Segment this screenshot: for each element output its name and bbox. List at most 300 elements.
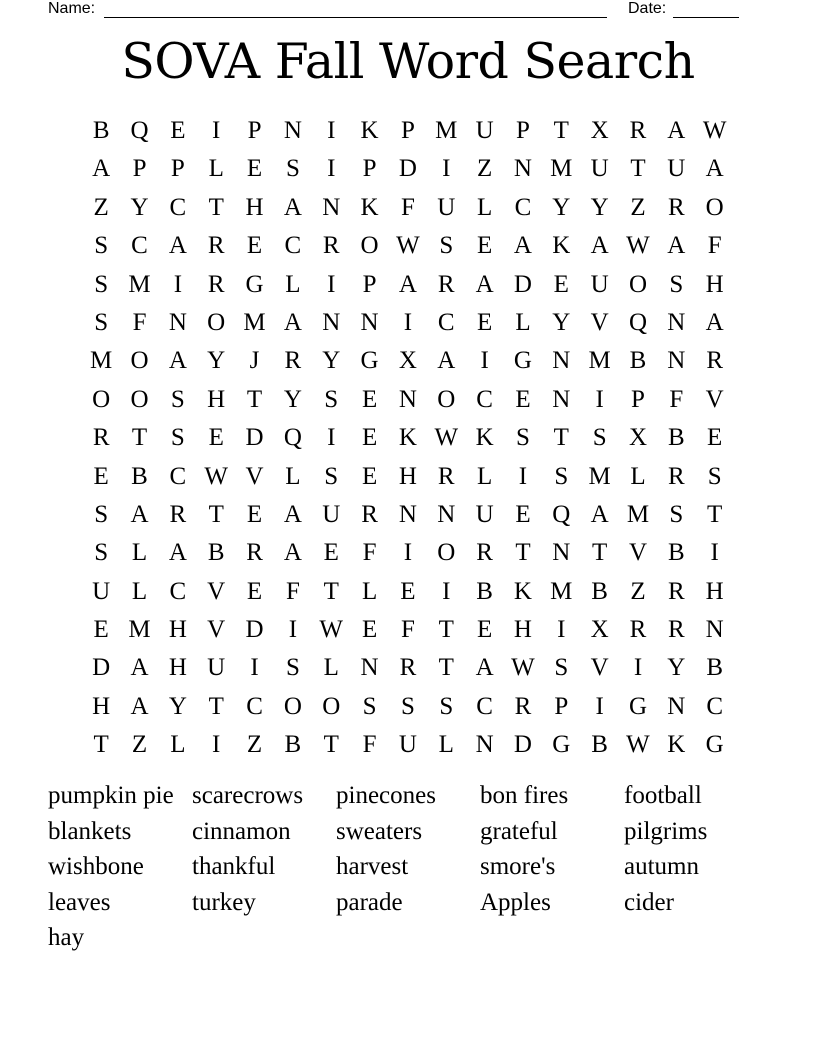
grid-letter[interactable]: R [706,347,724,375]
grid-letter[interactable]: Z [93,193,109,221]
grid-letter[interactable]: A [283,500,302,528]
grid-letter[interactable]: M [588,347,611,375]
grid-letter[interactable]: S [285,654,300,682]
grid-letter[interactable]: N [168,308,187,336]
grid-letter[interactable]: I [518,462,528,490]
grid-letter[interactable]: F [362,731,377,759]
grid-letter[interactable]: C [437,308,455,336]
grid-letter[interactable]: B [591,731,608,759]
grid-letter[interactable]: R [514,692,532,720]
grid-letter[interactable]: C [131,232,148,260]
grid-letter[interactable]: A [475,270,494,298]
grid-letter[interactable]: N [667,347,686,375]
grid-letter[interactable]: K [552,232,571,260]
grid-letter[interactable]: I [327,424,336,452]
grid-letter[interactable]: H [705,577,724,605]
word-list-item: pinecones [336,782,436,809]
grid-letter[interactable]: V [207,577,226,605]
grid-letter[interactable]: R [92,424,110,452]
grid-letter[interactable]: L [361,577,378,605]
grid-letter[interactable]: R [207,270,225,298]
grid-letter[interactable]: X [628,424,648,452]
grid-letter[interactable]: S [439,232,454,260]
grid-letter[interactable]: P [554,692,569,720]
grid-letter[interactable]: K [475,424,494,452]
grid-letter[interactable]: S [669,270,684,298]
name-label: Name: [48,0,96,17]
grid-letter[interactable]: S [554,654,569,682]
grid-letter[interactable]: O [92,385,111,413]
grid-letter[interactable]: E [93,616,109,644]
grid-letter[interactable]: C [169,462,187,490]
grid-letter[interactable]: T [323,577,339,605]
grid-letter[interactable]: C [706,692,724,720]
grid-letter[interactable]: A [130,692,149,720]
grid-letter[interactable]: K [398,424,417,452]
grid-letter[interactable]: B [629,347,647,375]
grid-letter[interactable]: O [628,270,648,298]
grid-letter[interactable]: W [626,731,650,759]
grid-letter[interactable]: R [399,654,417,682]
grid-letter[interactable]: B [667,539,685,567]
grid-letter[interactable]: J [249,347,260,375]
grid-row [82,688,734,726]
grid-letter[interactable]: Z [630,577,646,605]
grid-letter[interactable]: L [131,539,148,567]
grid-letter[interactable]: Q [552,500,571,528]
grid-letter[interactable]: R [437,462,455,490]
grid-letter[interactable]: V [590,308,609,336]
grid-letter[interactable]: N [552,539,571,567]
date-blank-line[interactable] [673,17,739,18]
grid-letter[interactable]: L [285,462,301,490]
grid-letter[interactable]: R [246,539,263,567]
grid-letter[interactable]: D [513,270,532,298]
grid-letter[interactable]: T [553,424,569,452]
grid-letter[interactable]: L [170,731,186,759]
grid-letter[interactable]: I [327,270,336,298]
grid-letter[interactable]: S [707,462,722,490]
grid-letter[interactable]: X [590,616,609,644]
grid-letter[interactable]: I [557,616,566,644]
grid-letter[interactable]: B [667,424,685,452]
grid-letter[interactable]: M [588,462,611,490]
grid-letter[interactable]: H [207,385,226,413]
grid-letter[interactable]: Z [131,731,148,759]
grid-letter[interactable]: M [90,347,113,375]
grid-letter[interactable]: A [283,308,302,336]
grid-letter[interactable]: I [212,731,221,759]
grid-letter[interactable]: R [207,232,225,260]
grid-letter[interactable]: E [246,155,263,183]
grid-letter[interactable]: N [360,654,379,682]
grid-letter[interactable]: W [702,117,727,144]
grid-letter[interactable]: L [476,193,493,221]
grid-letter[interactable]: O [130,385,149,413]
grid-letter[interactable]: R [667,577,685,605]
grid-letter[interactable]: U [207,654,226,682]
grid-letter[interactable]: U [437,193,456,221]
grid-letter[interactable]: K [667,731,686,759]
grid-letter[interactable]: T [246,385,263,413]
grid-letter[interactable]: P [362,270,377,298]
grid-letter[interactable]: C [284,232,302,260]
grid-letter[interactable]: E [323,539,339,567]
grid-letter[interactable]: V [245,462,264,490]
grid-letter[interactable]: H [92,692,111,720]
grid-letter[interactable]: Q [283,424,302,452]
grid-letter[interactable]: O [130,347,149,375]
grid-letter[interactable]: P [362,155,377,183]
grid-letter[interactable]: S [439,692,454,720]
grid-letter[interactable]: Q [130,117,149,144]
grid-letter[interactable]: S [669,500,684,528]
grid-letter[interactable]: U [475,500,494,528]
grid-letter[interactable]: E [361,424,378,452]
grid-letter[interactable]: M [435,117,458,144]
grid-letter[interactable]: A [590,232,609,260]
grid-letter[interactable]: A [398,270,417,298]
grid-letter[interactable]: E [208,424,224,452]
grid-letter[interactable]: P [132,155,147,183]
grid-letter[interactable]: E [361,462,378,490]
grid-letter[interactable]: T [438,616,454,644]
grid-letter[interactable]: R [629,616,647,644]
grid-letter[interactable]: L [131,577,148,605]
grid-letter[interactable]: I [595,692,604,720]
grid-letter[interactable]: T [553,117,569,144]
grid-letter[interactable]: S [592,424,607,452]
grid-letter[interactable]: R [667,462,685,490]
grid-letter[interactable]: F [132,308,147,336]
grid-letter[interactable]: U [590,155,609,183]
grid-row [82,573,734,611]
grid-letter[interactable]: A [513,232,532,260]
grid-letter[interactable]: T [438,654,454,682]
grid-row [82,112,734,150]
grid-letter[interactable]: W [626,232,650,260]
grid-letter[interactable]: A [92,155,111,183]
grid-letter[interactable]: O [360,232,379,260]
grid-letter[interactable]: A [130,654,149,682]
grid-letter[interactable]: I [250,654,259,682]
grid-letter[interactable]: S [170,385,185,413]
grid-letter[interactable]: E [246,232,263,260]
grid-letter[interactable]: N [322,308,341,336]
grid-letter[interactable]: F [669,385,684,413]
grid-letter[interactable]: T [630,155,646,183]
grid-letter[interactable]: B [284,731,302,759]
grid-letter[interactable]: R [169,500,187,528]
grid-letter[interactable]: I [288,616,298,644]
grid-letter[interactable]: U [475,117,494,144]
grid-row [82,726,734,764]
grid-letter[interactable]: I [403,539,413,567]
grid-letter[interactable]: S [400,692,415,720]
grid-letter[interactable]: U [667,155,686,183]
grid-letter[interactable]: C [476,385,493,413]
grid-letter[interactable]: L [323,654,339,682]
grid-letter[interactable]: N [667,692,686,720]
grid-letter[interactable]: X [590,117,609,144]
name-blank-line[interactable] [104,17,607,18]
grid-letter[interactable]: A [475,654,494,682]
grid-letter[interactable]: B [706,654,724,682]
grid-row [82,342,734,380]
grid-letter[interactable]: I [480,347,489,375]
grid-letter[interactable]: E [246,577,263,605]
grid-letter[interactable]: B [476,577,493,605]
grid-letter[interactable]: U [92,577,111,605]
grid-letter[interactable]: N [475,731,494,759]
grid-letter[interactable]: Y [552,193,571,221]
grid-letter[interactable]: N [552,347,571,375]
grid-letter[interactable]: E [170,117,186,144]
grid-letter[interactable]: S [94,539,109,567]
grid-letter[interactable]: L [630,462,646,490]
grid-letter[interactable]: D [92,654,111,682]
grid-letter[interactable]: Y [168,692,187,720]
grid-letter[interactable]: L [208,155,224,183]
grid-letter[interactable]: N [322,193,341,221]
grid-letter[interactable]: T [592,539,608,567]
grid-letter[interactable]: E [476,616,493,644]
grid-letter[interactable]: S [94,308,109,336]
grid-letter[interactable]: A [130,500,149,528]
grid-letter[interactable]: I [173,270,183,298]
grid-letter[interactable]: S [170,424,185,452]
grid-letter[interactable]: B [207,539,225,567]
grid-letter[interactable]: R [667,616,685,644]
grid-letter[interactable]: C [246,692,263,720]
grid-letter[interactable]: S [362,692,377,720]
grid-letter[interactable]: Z [630,193,646,221]
grid-letter[interactable]: C [169,193,187,221]
grid-letter[interactable]: N [437,500,456,528]
grid-letter[interactable]: R [476,539,493,567]
grid-letter[interactable]: S [516,424,530,452]
grid-letter[interactable]: N [398,500,417,528]
grid-letter[interactable]: P [516,117,530,144]
grid-letter[interactable]: Y [207,347,226,375]
grid-letter[interactable]: G [513,347,532,375]
grid-letter[interactable]: S [94,500,109,528]
grid-letter[interactable]: T [208,500,224,528]
grid-letter[interactable]: U [398,731,417,759]
grid-letter[interactable]: X [398,347,417,375]
grid-letter[interactable]: E [515,385,531,413]
grid-letter[interactable]: I [633,654,643,682]
grid-letter[interactable]: S [324,462,339,490]
grid-letter[interactable]: A [705,155,724,183]
grid-letter[interactable]: T [323,731,339,759]
grid-letter[interactable]: M [128,616,151,644]
grid-letter[interactable]: L [476,462,493,490]
grid-letter[interactable]: A [590,500,609,528]
grid-letter[interactable]: N [705,616,724,644]
grid-letter[interactable]: O [437,385,456,413]
grid-letter[interactable]: Y [283,385,302,413]
grid-letter[interactable]: A [667,117,686,144]
grid-letter[interactable]: E [553,270,569,298]
grid-letter[interactable]: F [362,539,377,567]
grid-letter[interactable]: T [515,539,531,567]
grid-letter[interactable]: N [667,308,686,336]
grid-letter[interactable]: A [667,232,686,260]
grid-letter[interactable]: I [212,117,221,144]
grid-letter[interactable]: S [94,270,109,298]
grid-letter[interactable]: G [360,347,379,375]
grid-letter[interactable]: S [285,155,300,183]
grid-letter[interactable]: E [361,616,378,644]
grid-letter[interactable]: A [168,539,187,567]
grid-letter[interactable]: S [554,462,569,490]
grid-letter[interactable]: M [626,500,650,528]
grid-letter[interactable]: K [513,577,532,605]
grid-letter[interactable]: V [628,539,648,567]
grid-letter[interactable]: S [324,385,339,413]
grid-letter[interactable]: G [628,692,648,720]
grid-letter[interactable]: N [513,155,532,183]
grid-letter[interactable]: Z [246,731,263,759]
grid-letter[interactable]: W [396,232,420,260]
grid-letter[interactable]: M [550,577,573,605]
grid-letter[interactable]: B [131,462,148,490]
grid-letter[interactable]: T [93,731,109,759]
grid-letter[interactable]: A [168,347,187,375]
grid-letter[interactable]: F [400,616,415,644]
grid-letter[interactable]: L [438,731,454,759]
grid-letter[interactable]: T [707,500,723,528]
grid-letter[interactable]: Y [590,193,609,221]
grid-letter[interactable]: A [283,193,302,221]
grid-letter[interactable]: G [705,731,724,759]
grid-letter[interactable]: B [92,117,110,144]
grid-letter[interactable]: W [319,616,344,644]
grid-letter[interactable]: P [631,385,645,413]
grid-letter[interactable]: A [437,347,456,375]
grid-letter[interactable]: C [514,193,532,221]
grid-letter[interactable]: T [131,424,148,452]
grid-letter[interactable]: H [513,616,532,644]
grid-letter[interactable]: H [245,193,264,221]
grid-letter[interactable]: L [515,308,531,336]
grid-letter[interactable]: R [322,232,340,260]
grid-letter[interactable]: V [705,385,724,413]
grid-letter[interactable]: U [322,500,341,528]
grid-letter[interactable]: U [590,270,609,298]
grid-letter[interactable]: E [400,577,416,605]
grid-letter[interactable]: O [207,308,226,336]
grid-letter[interactable]: P [170,155,185,183]
grid-letter[interactable]: I [327,155,336,183]
grid-letter[interactable]: V [207,616,226,644]
grid-letter[interactable]: A [168,232,187,260]
grid-letter[interactable]: O [283,692,302,720]
grid-letter[interactable]: H [398,462,417,490]
grid-letter[interactable]: R [284,347,302,375]
grid-letter[interactable]: E [476,232,493,260]
grid-letter[interactable]: C [169,577,187,605]
grid-letter[interactable]: R [629,117,647,144]
grid-letter[interactable]: E [361,385,378,413]
grid-letter[interactable]: G [245,270,264,298]
grid-letter[interactable]: I [595,385,604,413]
grid-letter[interactable]: L [285,270,301,298]
grid-letter[interactable]: D [245,424,264,452]
grid-letter[interactable]: A [283,539,302,567]
grid-letter[interactable]: R [361,500,378,528]
grid-letter[interactable]: H [705,270,724,298]
grid-letter[interactable]: B [591,577,608,605]
grid-letter[interactable]: N [283,117,302,144]
grid-letter[interactable]: I [442,155,451,183]
grid-letter[interactable]: A [705,308,724,336]
grid-letter[interactable]: K [360,117,379,144]
grid-letter[interactable]: Z [476,155,493,183]
grid-letter[interactable]: P [400,117,415,144]
grid-letter[interactable]: E [476,308,493,336]
grid-letter[interactable]: Y [322,347,341,375]
grid-letter[interactable]: E [246,500,263,528]
page-title: SOVA Fall Word Search [121,33,695,90]
grid-letter[interactable]: E [707,424,723,452]
grid-letter[interactable]: W [511,654,535,682]
grid-letter[interactable]: O [437,539,456,567]
grid-letter[interactable]: M [550,155,573,183]
grid-letter[interactable]: F [285,577,300,605]
grid-letter[interactable]: F [707,232,722,260]
grid-letter[interactable]: N [360,308,379,336]
grid-letter[interactable]: C [476,692,493,720]
grid-letter[interactable]: I [403,308,413,336]
grid-letter[interactable]: M [128,270,151,298]
grid-letter[interactable]: W [434,424,459,452]
grid-letter[interactable]: Q [628,308,648,336]
grid-letter[interactable]: G [552,731,571,759]
grid-letter[interactable]: M [243,308,266,336]
grid-letter[interactable]: T [208,692,224,720]
grid-letter[interactable]: T [208,193,224,221]
grid-letter[interactable]: N [552,385,571,413]
grid-letter[interactable]: N [398,385,417,413]
grid-letter[interactable]: I [327,117,336,144]
grid-letter[interactable]: E [515,500,531,528]
grid-letter[interactable]: W [204,462,228,490]
grid-letter[interactable]: D [245,616,264,644]
grid-letter[interactable]: Y [552,308,571,336]
grid-letter[interactable]: I [710,539,719,567]
grid-letter[interactable]: Y [130,193,149,221]
grid-letter[interactable]: E [93,462,109,490]
grid-letter[interactable]: R [437,270,455,298]
grid-letter[interactable]: R [667,193,685,221]
grid-letter[interactable]: S [94,232,109,260]
grid-letter[interactable]: O [705,193,724,221]
grid-letter[interactable]: H [168,616,187,644]
grid-letter[interactable]: F [400,193,415,221]
grid-letter[interactable]: V [590,654,609,682]
grid-letter[interactable]: K [360,193,379,221]
grid-letter[interactable]: Y [667,654,686,682]
grid-letter[interactable]: H [168,654,187,682]
grid-letter[interactable]: P [247,117,262,144]
word-list-item: thankful [192,853,276,880]
grid-letter[interactable]: D [513,731,532,759]
grid-letter[interactable]: I [442,577,451,605]
grid-letter[interactable]: O [322,692,341,720]
grid-letter[interactable]: D [398,155,417,183]
